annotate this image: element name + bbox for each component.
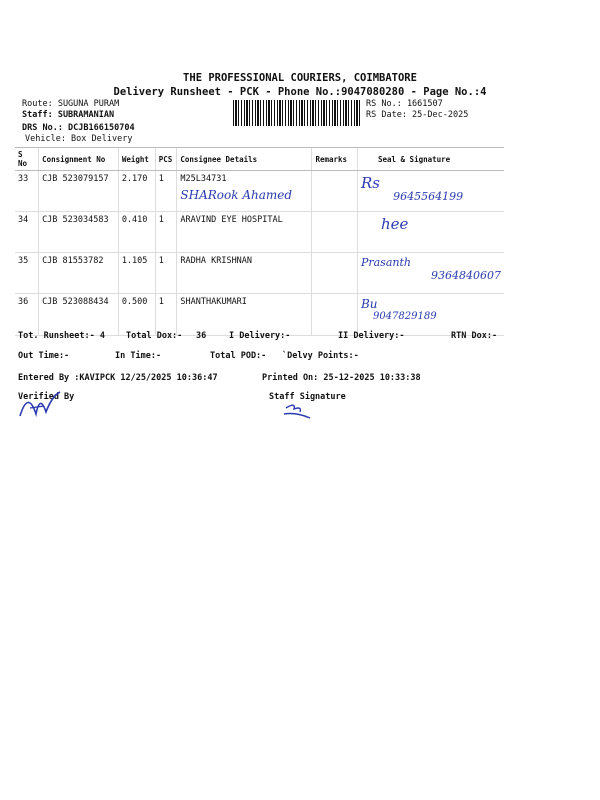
table-row [15,171,504,212]
handwritten-phone: 9364840607 [430,269,501,282]
pcs-cell: 1 [155,253,177,294]
remarks-cell [312,294,358,336]
table-header-row [15,148,504,171]
sno-cell: 33 [15,171,39,212]
handwritten-phone: 9645564199 [393,190,464,203]
consignee-cell [177,171,312,212]
total-dox-value: 36 [196,331,207,341]
staff-signature: Staff Signature [269,392,346,402]
vehicle-label: Vehicle: Box Delivery [25,134,133,144]
sno-cell: 35 [15,253,39,294]
tot-runsheet: Tot. Runsheet:- 4 [18,331,105,341]
consignee-cell [177,212,312,253]
consignment-cell: CJB 523088434 [39,294,119,336]
printed-on: Printed On: 25-12-2025 10:33:38 [262,373,421,383]
weight-cell: 0.410 [118,212,155,253]
total-dox-label: Total Dox:- [126,331,183,341]
pcs-cell: 1 [155,171,177,212]
staff-label: Staff: SUBRAMANIAN [22,110,115,120]
staff-signature-scribble [280,400,320,422]
entered-by: Entered By :KAVIPCK 12/25/2025 10:36:47 [18,373,218,383]
rs-date: RS Date: 25-Dec-2025 [366,110,469,120]
drs-number: DRS No.: DCJB166150704 [22,123,135,133]
col-header: PCS [155,148,177,171]
runsheet-table [15,147,504,336]
signature-cell [357,171,504,212]
consignee-name: M25L34731 [180,174,227,184]
in-time: In Time:- [115,351,162,361]
consignee-name: SHANTHAKUMARI [180,297,247,307]
verified-by: Verified By [18,392,75,402]
handwritten-phone: 9047829189 [372,311,437,322]
consignee-cell [177,294,312,336]
rs-number: RS No.: 1661507 [366,99,443,109]
signature-cell [357,253,504,294]
signature-cell [357,294,504,336]
pcs-cell: 1 [155,212,177,253]
consignment-cell: CJB 523034583 [39,212,119,253]
weight-cell: 0.500 [118,294,155,336]
handwritten-signature: Prasanth [360,256,411,269]
total-pod: Total POD:- [210,351,267,361]
out-time: Out Time:- [18,351,70,361]
delvy-points: `Delvy Points:- [282,351,359,361]
consignment-cell: CJB 523079157 [39,171,119,212]
company-title: THE PROFESSIONAL COURIERS, COIMBATORE [183,72,417,84]
weight-cell: 1.105 [118,253,155,294]
consignee-name: RADHA KRISHNAN [180,256,253,266]
handwritten-signature: hee [380,215,409,233]
signature-cell [357,212,504,253]
col-header: Remarks [312,148,358,171]
remarks-cell [312,171,358,212]
table-row [15,253,504,294]
route-label: Route: SUGUNA PURAM [22,99,120,109]
sno-cell: 34 [15,212,39,253]
col-header: Consignment No [39,148,119,171]
consignment-cell: CJB 81553782 [39,253,119,294]
col-header: Seal & Signature [357,148,504,171]
handwritten-name: SHARook Ahamed [180,188,293,202]
table-row [15,212,504,253]
handwritten-signature: Bu [360,297,378,311]
sno-cell: 36 [15,294,39,336]
ii-delivery: II Delivery:- [338,331,405,341]
remarks-cell [312,212,358,253]
i-delivery: I Delivery:- [229,331,291,341]
weight-cell: 2.170 [118,171,155,212]
consignee-cell [177,253,312,294]
col-header: S No [15,148,39,171]
pcs-cell: 1 [155,294,177,336]
rtn-dox: RTN Dox:- [451,331,498,341]
col-header: Consignee Details [177,148,312,171]
table-row [15,294,504,336]
verifier-signature-scribble [14,386,74,426]
handwritten-signature: Rs [360,174,380,192]
barcode [233,100,361,126]
consignee-name: ARAVIND EYE HOSPITAL [180,215,283,225]
col-header: Weight [118,148,155,171]
runsheet-subtitle: Delivery Runsheet - PCK - Phone No.:9047080280 - Page No.:4 [113,86,487,98]
remarks-cell [312,253,358,294]
